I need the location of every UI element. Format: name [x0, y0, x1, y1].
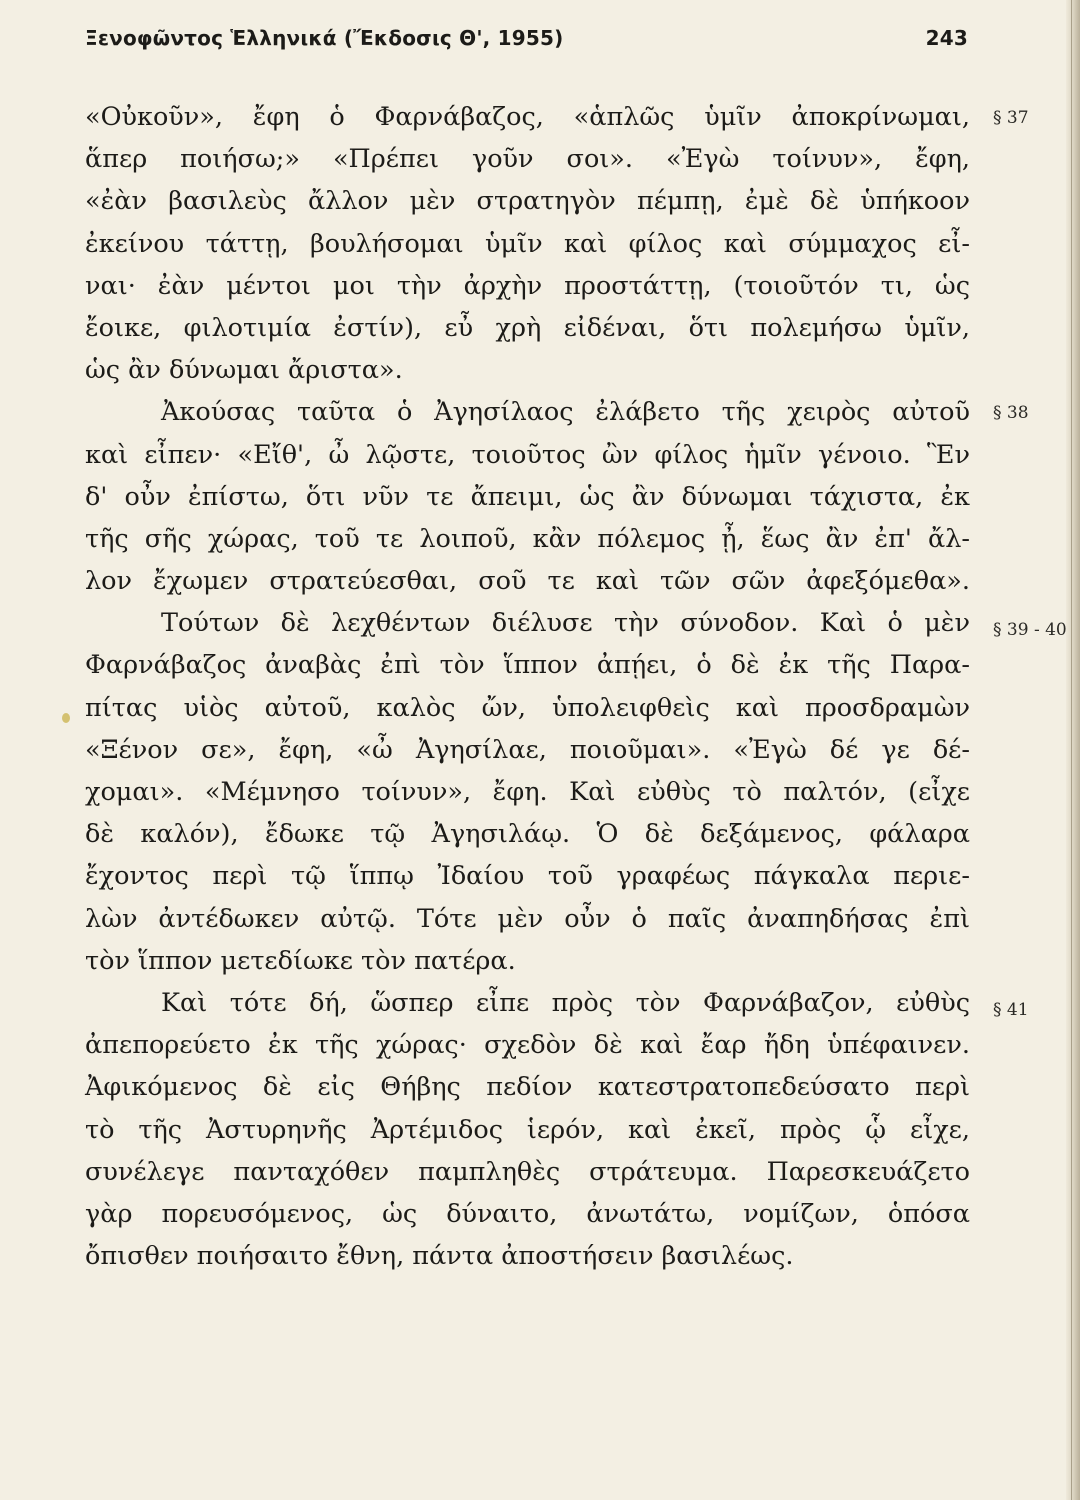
section-marker-41: § 41 [993, 1000, 1029, 1020]
text-line: Καὶ τότε δή, ὥσπερ εἶπε πρὸς τὸν Φαρνάβαζον, εὐθὺς [161, 987, 970, 1018]
running-header [85, 26, 968, 54]
page-edge [1066, 0, 1080, 1500]
text-line: χομαι». «Μέμνησο τοίνυν», ἔφη. Καὶ εὐθὺς τὸ παλτόν, (εἶχε [85, 777, 970, 807]
section-marker-39-40: § 39 - 40 [993, 620, 1067, 640]
text-line: συνέλεγε πανταχόθεν παμπληθὲς στράτευμα. Παρεσκευάζετο [85, 1156, 970, 1187]
text-line: ὄπισθεν ποιήσαιτο ἔθνη, πάντα ἀποστήσειν βασιλέως. [85, 1241, 794, 1272]
text-line: Φαρνάβαζος ἀναβὰς ἐπὶ τὸν ἵππον ἀπῄει, ὁ δὲ ἐκ τῆς Παρα- [85, 650, 970, 681]
text-line: δ' οὖν ἐπίστω, ὅτι νῦν τε ἄπειμι, ὡς ἂν δύνωμαι τάχιστα, ἐκ [85, 481, 970, 512]
text-line: Ἀφικόμενος δὲ εἰς Θήβης πεδίον κατεστρατοπεδεύσατο περὶ [85, 1072, 970, 1103]
page-number: 243 [925, 26, 968, 50]
section-marker-38: § 38 [993, 403, 1029, 423]
text-line: λὼν ἀντέδωκεν αὐτῷ. Τότε μὲν οὖν ὁ παῖς ἀναπηδήσας ἐπὶ [85, 903, 970, 934]
text-line: Ἀκούσας ταῦτα ὁ Ἀγησίλαος ἐλάβετο τῆς χειρὸς αὐτοῦ [161, 397, 970, 428]
text-line: ἔοικε, φιλοτιμία ἐστίν), εὖ χρὴ εἰδέναι, ὅτι πολεμήσω ὑμῖν, [85, 312, 970, 343]
text-line: Τούτων δὲ λεχθέντων διέλυσε τὴν σύνοδον. Καὶ ὁ μὲν [161, 608, 970, 639]
text-line: τὸν ἵππον μετεδίωκε τὸν πατέρα. [85, 945, 516, 976]
text-line: γὰρ πορευσόμενος, ὡς δύναιτο, ἀνωτάτω, νομίζων, ὁπόσα [85, 1198, 970, 1229]
text-line: «Οὐκοῦν», ἔφη ὁ Φαρνάβαζος, «ἁπλῶς ὑμῖν ἀποκρίνωμαι, [85, 102, 970, 132]
text-line: ἔχοντος περὶ τῷ ἵππῳ Ἰδαίου τοῦ γραφέως πάγκαλα περιε- [85, 861, 970, 892]
text-line: δὲ καλόν), ἔδωκε τῷ Ἀγησιλάῳ. Ὁ δὲ δεξάμενος, φάλαρα [85, 819, 970, 850]
text-line: ὡς ἂν δύνωμαι ἄριστα». [85, 355, 403, 386]
section-marker-37: § 37 [993, 108, 1029, 128]
page-edge-line [1071, 0, 1072, 1500]
text-line: πίτας υἱὸς αὐτοῦ, καλὸς ὤν, ὑπολειφθεὶς καὶ προσδραμὼν [85, 692, 970, 723]
text-line: «Ξένον σε», ἔφη, «ὦ Ἀγησίλαε, ποιοῦμαι». «Ἐγὼ δέ γε δέ- [85, 734, 970, 765]
paper-speck [62, 713, 70, 723]
text-line: ἀπεπορεύετο ἐκ τῆς χώρας· σχεδὸν δὲ καὶ ἔαρ ἤδη ὑπέφαινεν. [85, 1030, 970, 1061]
text-line: τῆς σῆς χώρας, τοῦ τε λοιποῦ, κἂν πόλεμος ᾖ, ἕως ἂν ἐπ' ἄλ- [85, 523, 970, 554]
running-title: Ξενοφῶντος Ἑλληνικά (Ἔκδοσις Θ', 1955) [85, 26, 564, 50]
body-text [85, 96, 970, 1277]
text-line: λον ἔχωμεν στρατεύεσθαι, σοῦ τε καὶ τῶν σῶν ἀφεξόμεθα». [85, 566, 970, 597]
text-line: ναι· ἐὰν μέντοι μοι τὴν ἀρχὴν προστάττῃ, (τοιοῦτόν τι, ὡς [85, 270, 970, 301]
text-line: ἅπερ ποιήσω;» «Πρέπει γοῦν σοι». «Ἐγὼ τοίνυν», ἔφη, [85, 144, 970, 175]
text-line: τὸ τῆς Ἀστυρηνῆς Ἀρτέμιδος ἱερόν, καὶ ἐκεῖ, πρὸς ᾧ εἶχε, [85, 1114, 970, 1145]
text-line: «ἐὰν βασιλεὺς ἄλλον μὲν στρατηγὸν πέμπῃ, ἐμὲ δὲ ὑπήκοον [85, 186, 970, 217]
text-line: ἐκείνου τάττῃ, βουλήσομαι ὑμῖν καὶ φίλος καὶ σύμμαχος εἶ- [85, 228, 970, 259]
text-line: καὶ εἶπεν· «Εἴθ', ὦ λῷστε, τοιοῦτος ὢν φίλος ἡμῖν γένοιο. Ἓν [85, 439, 970, 470]
